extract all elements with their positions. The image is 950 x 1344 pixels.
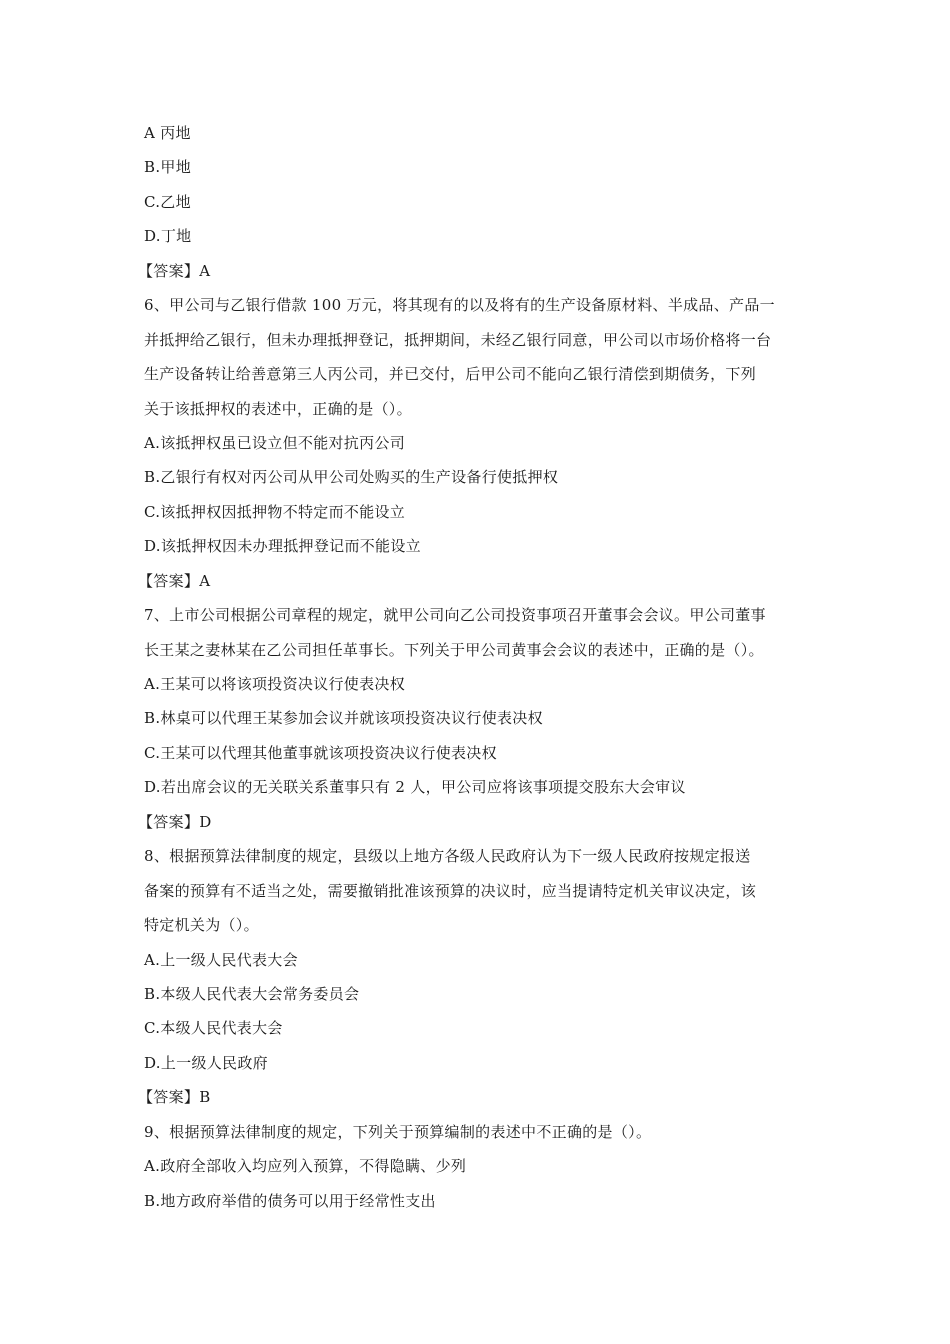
answer-key: 【答案】D [138, 812, 212, 831]
answer-option: A.上一级人民代表大会 [144, 950, 298, 969]
answer-option: B.乙银行有权对丙公司从甲公司处购买的生产设备行使抵押权 [144, 468, 559, 487]
answer-option: B.甲地 [144, 158, 191, 177]
answer-option: B.地方政府举借的债务可以用于经常性支出 [144, 1191, 436, 1210]
answer-option: D.上一级人民政府 [144, 1053, 268, 1072]
question-text: 关于该抵押权的表述中，正确的是（）。 [144, 399, 412, 418]
answer-option: B.林桌可以代理王某参加会议并就该项投资决议行使表决权 [144, 709, 543, 728]
question-text: 并抵押给乙银行，但未办理抵押登记，抵押期间，未经乙银行同意，甲公司以市场价格将一台 [144, 330, 772, 349]
question-text: 特定机关为（）。 [144, 916, 259, 935]
question-text: 6、甲公司与乙银行借款 100 万元，将其现有的以及将有的生产设备原材料、半成品、产品一 [144, 296, 775, 315]
question-text: 备案的预算有不适当之处，需要撤销批准该预算的决议时，应当提请特定机关审议决定，该 [144, 881, 757, 900]
answer-option: C.本级人民代表大会 [144, 1019, 283, 1038]
question-text: 9、根据预算法律制度的规定，下列关于预算编制的表述中不正确的是（）。 [144, 1122, 652, 1141]
answer-option: C.王某可以代理其他董事就该项投资决议行使表决权 [144, 743, 497, 762]
answer-option: A 丙地 [144, 124, 191, 142]
document-body [138, 116, 824, 1218]
answer-option: B.本级人民代表大会常务委员会 [144, 984, 360, 1003]
answer-key: 【答案】A [138, 261, 211, 280]
answer-key: 【答案】A [138, 571, 211, 590]
question-text: 生产设备转让给善意第三人丙公司，并已交付，后甲公司不能向乙银行清偿到期债务，下列 [144, 365, 757, 384]
question-text: 长王某之妻林某在乙公司担任革事长。下列关于甲公司黄事会会议的表述中，正确的是（）。 [144, 640, 764, 659]
answer-option: D.丁地 [144, 227, 192, 246]
answer-option: A.政府全部收入均应列入预算，不得隐瞒、少列 [144, 1157, 467, 1176]
question-text: 8、根据预算法律制度的规定，县级以上地方各级人民政府认为下一级人民政府按规定报送 [144, 847, 751, 866]
answer-option: D.若出席会议的无关联关系董事只有 2 人，甲公司应将该事项提交股东大会审议 [144, 778, 686, 797]
answer-option: C.乙地 [144, 192, 191, 211]
answer-key: 【答案】B [138, 1088, 211, 1107]
answer-option: A.王某可以将该项投资决议行使表决权 [144, 675, 406, 693]
answer-option: A.该抵押权虽已设立但不能对抗丙公司 [144, 433, 406, 452]
answer-option: D.该抵押权因未办理抵押登记而不能设立 [144, 537, 421, 556]
answer-option: C.该抵押权因抵押物不特定而不能设立 [144, 502, 406, 521]
question-text: 7、上市公司根据公司章程的规定，就甲公司向乙公司投资事项召开董事会会议。甲公司董事 [144, 606, 766, 625]
